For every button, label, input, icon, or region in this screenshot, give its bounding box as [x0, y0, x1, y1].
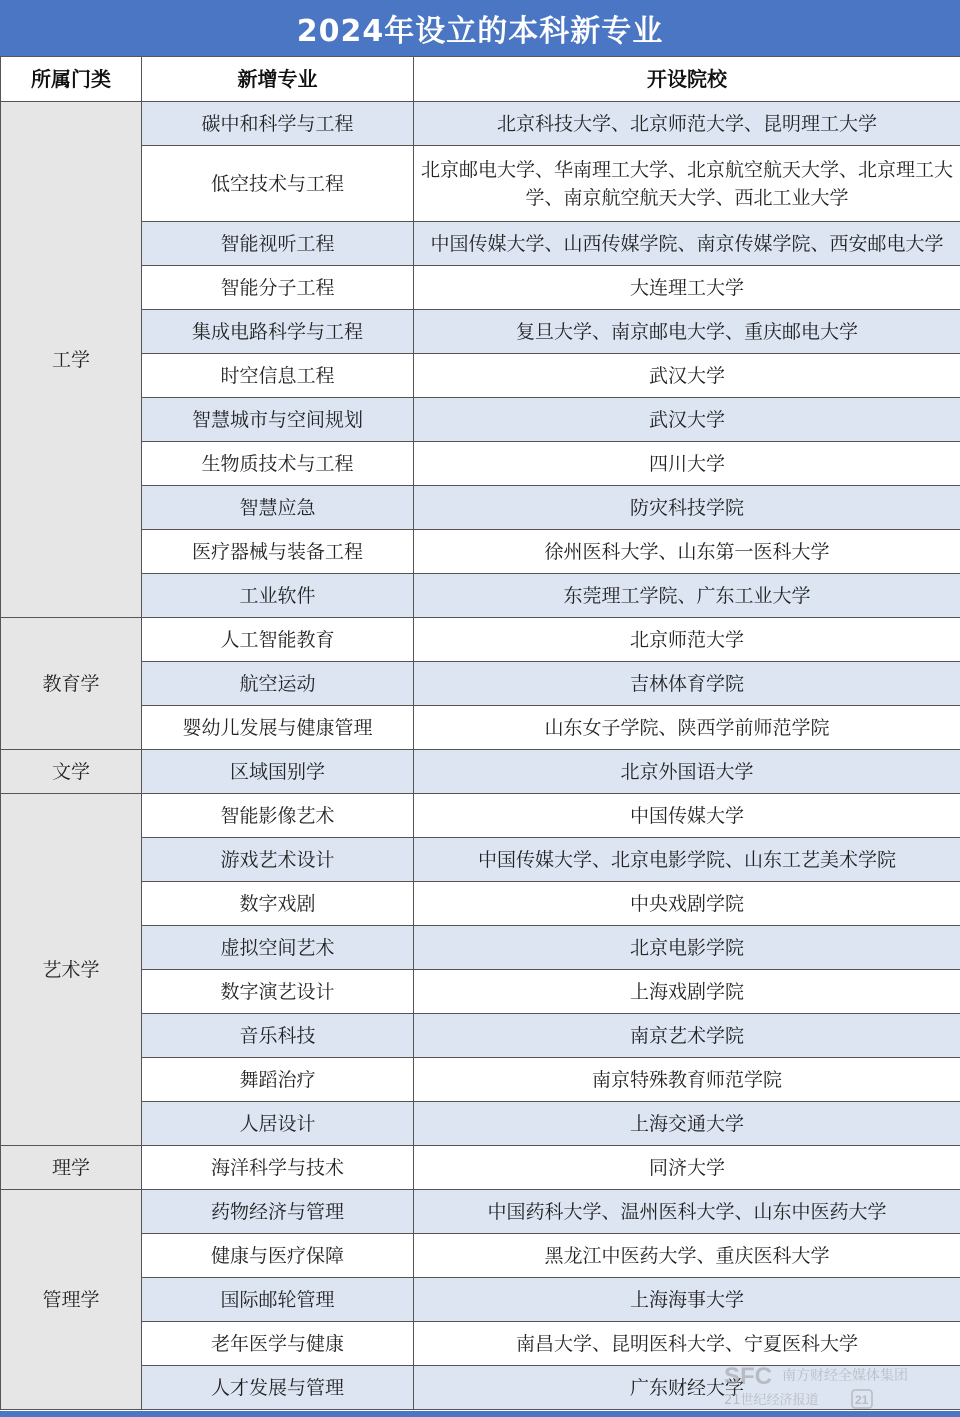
table-row [1, 618, 960, 662]
schools-cell: 中央戏剧学院 [414, 882, 960, 926]
schools-cell: 北京师范大学 [414, 618, 960, 662]
schools-cell: 同济大学 [414, 1146, 960, 1190]
table-row [1, 398, 960, 442]
table-row [1, 750, 960, 794]
category-cell: 管理学 [1, 1190, 142, 1410]
table-row [1, 1234, 960, 1278]
schools-cell: 四川大学 [414, 442, 960, 486]
major-cell: 医疗器械与装备工程 [142, 530, 414, 574]
schools-cell: 上海海事大学 [414, 1278, 960, 1322]
schools-cell: 北京科技大学、北京师范大学、昆明理工大学 [414, 102, 960, 146]
table-row [1, 1278, 960, 1322]
table-row [1, 310, 960, 354]
watermark-line2: 21世纪经济报道 [724, 1393, 819, 1408]
major-cell: 人才发展与管理 [142, 1366, 414, 1410]
header-category: 所属门类 [1, 57, 142, 102]
major-cell: 舞蹈治疗 [142, 1058, 414, 1102]
schools-cell: 中国传媒大学、山西传媒学院、南京传媒学院、西安邮电大学 [414, 222, 960, 266]
schools-cell: 南京艺术学院 [414, 1014, 960, 1058]
major-cell: 虚拟空间艺术 [142, 926, 414, 970]
major-cell: 智能视听工程 [142, 222, 414, 266]
schools-cell: 复旦大学、南京邮电大学、重庆邮电大学 [414, 310, 960, 354]
major-cell: 智能影像艺术 [142, 794, 414, 838]
schools-cell: 黑龙江中医药大学、重庆医科大学 [414, 1234, 960, 1278]
table-row [1, 442, 960, 486]
major-cell: 海洋科学与技术 [142, 1146, 414, 1190]
table-row [1, 1366, 960, 1410]
schools-cell: 中国传媒大学 [414, 794, 960, 838]
major-cell: 音乐科技 [142, 1014, 414, 1058]
schools-cell: 武汉大学 [414, 398, 960, 442]
major-cell: 游戏艺术设计 [142, 838, 414, 882]
table-row [1, 486, 960, 530]
table-row [1, 706, 960, 750]
table-row [1, 102, 960, 146]
schools-cell: 东莞理工学院、广东工业大学 [414, 574, 960, 618]
major-cell: 碳中和科学与工程 [142, 102, 414, 146]
major-cell: 生物质技术与工程 [142, 442, 414, 486]
schools-cell: 上海戏剧学院 [414, 970, 960, 1014]
table-row [1, 354, 960, 398]
table-row [1, 1058, 960, 1102]
major-cell: 智能分子工程 [142, 266, 414, 310]
table-row [1, 926, 960, 970]
table-body [1, 102, 960, 1410]
table-row [1, 794, 960, 838]
schools-cell: 大连理工大学 [414, 266, 960, 310]
schools-cell: 山东女子学院、陕西学前师范学院 [414, 706, 960, 750]
major-cell: 人居设计 [142, 1102, 414, 1146]
schools-cell: 北京电影学院 [414, 926, 960, 970]
major-cell: 数字戏剧 [142, 882, 414, 926]
major-cell: 智慧应急 [142, 486, 414, 530]
page-title: 2024年设立的本科新专业 [0, 0, 960, 56]
major-cell: 药物经济与管理 [142, 1190, 414, 1234]
schools-cell: 武汉大学 [414, 354, 960, 398]
category-cell: 艺术学 [1, 794, 142, 1146]
schools-cell: 广东财经大学 [414, 1366, 960, 1410]
table-row [1, 146, 960, 222]
watermark-badge: 21 [855, 1393, 869, 1407]
major-cell: 数字演艺设计 [142, 970, 414, 1014]
watermark-brand: SFC [724, 1363, 772, 1390]
schools-cell: 中国传媒大学、北京电影学院、山东工艺美术学院 [414, 838, 960, 882]
major-cell: 国际邮轮管理 [142, 1278, 414, 1322]
footer-bar [0, 1411, 960, 1417]
table-row [1, 530, 960, 574]
major-cell: 时空信息工程 [142, 354, 414, 398]
schools-cell: 防灾科技学院 [414, 486, 960, 530]
major-cell: 航空运动 [142, 662, 414, 706]
major-cell: 婴幼儿发展与健康管理 [142, 706, 414, 750]
watermark-line1: 南方财经全媒体集团 [782, 1368, 908, 1384]
table-row [1, 1190, 960, 1234]
table-row [1, 662, 960, 706]
major-cell: 区域国别学 [142, 750, 414, 794]
major-cell: 低空技术与工程 [142, 146, 414, 222]
schools-cell: 南昌大学、昆明医科大学、宁夏医科大学 [414, 1322, 960, 1366]
majors-table [0, 56, 960, 1410]
major-cell: 工业软件 [142, 574, 414, 618]
table-row [1, 970, 960, 1014]
major-cell: 健康与医疗保障 [142, 1234, 414, 1278]
table-row [1, 882, 960, 926]
category-cell: 工学 [1, 102, 142, 618]
table-row [1, 266, 960, 310]
schools-cell: 徐州医科大学、山东第一医科大学 [414, 530, 960, 574]
table-row [1, 1322, 960, 1366]
table-row [1, 574, 960, 618]
category-cell: 文学 [1, 750, 142, 794]
table-row [1, 1014, 960, 1058]
table-header-row [1, 57, 960, 102]
major-cell: 智慧城市与空间规划 [142, 398, 414, 442]
category-cell: 理学 [1, 1146, 142, 1190]
table-row [1, 1146, 960, 1190]
schools-cell: 上海交通大学 [414, 1102, 960, 1146]
schools-cell: 北京邮电大学、华南理工大学、北京航空航天大学、北京理工大学、南京航空航天大学、西北工业大学 [414, 146, 960, 222]
schools-cell: 吉林体育学院 [414, 662, 960, 706]
major-cell: 集成电路科学与工程 [142, 310, 414, 354]
major-cell: 老年医学与健康 [142, 1322, 414, 1366]
schools-cell: 中国药科大学、温州医科大学、山东中医药大学 [414, 1190, 960, 1234]
header-major: 新增专业 [142, 57, 414, 102]
schools-cell: 南京特殊教育师范学院 [414, 1058, 960, 1102]
table-row [1, 1102, 960, 1146]
table-row [1, 222, 960, 266]
table-row [1, 838, 960, 882]
category-cell: 教育学 [1, 618, 142, 750]
schools-cell: 北京外国语大学 [414, 750, 960, 794]
header-schools: 开设院校 [414, 57, 960, 102]
major-cell: 人工智能教育 [142, 618, 414, 662]
